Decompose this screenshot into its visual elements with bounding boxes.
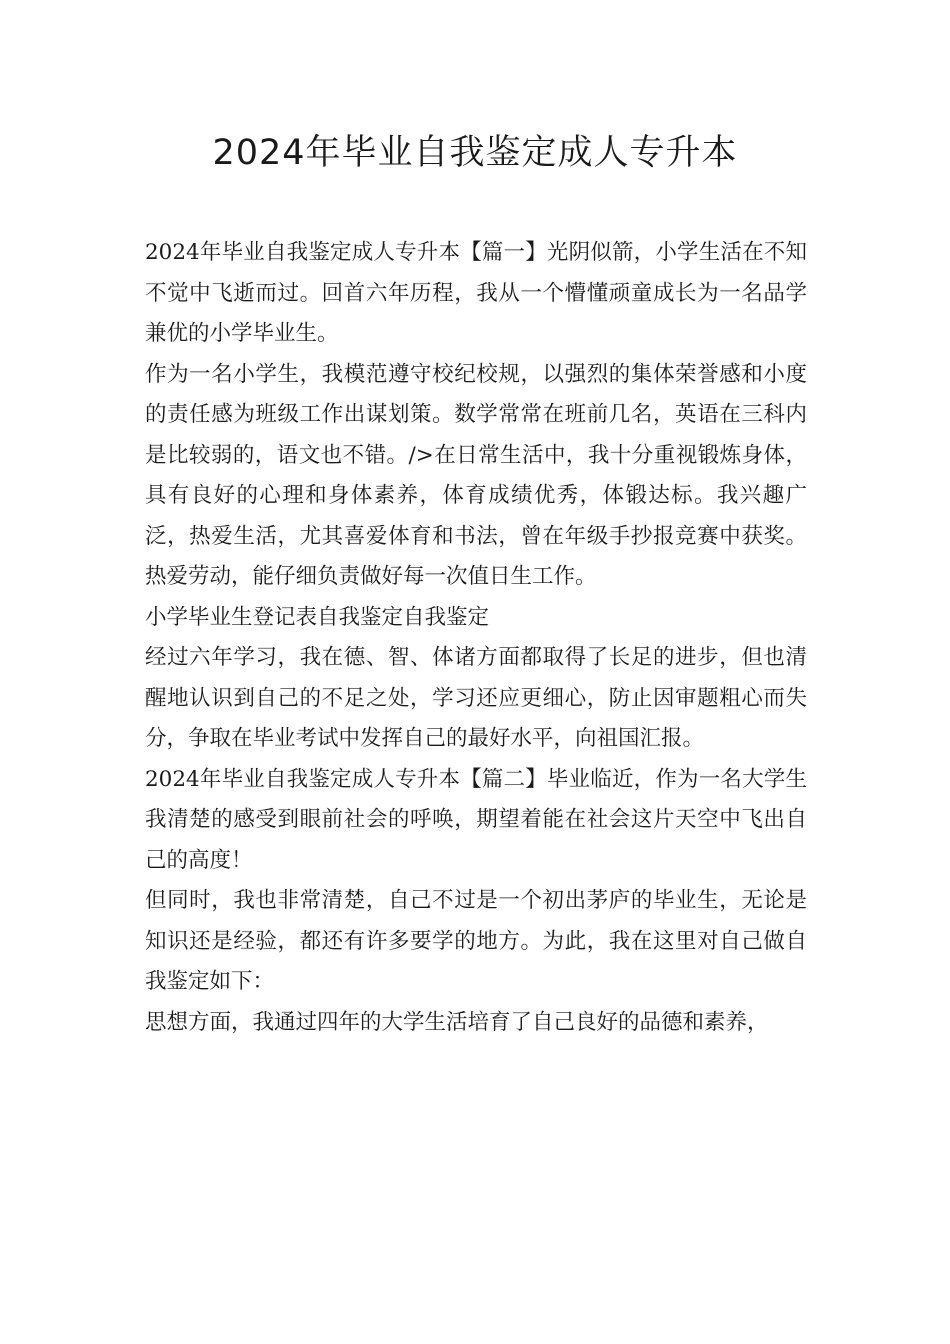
document-body <box>145 233 807 1043</box>
paragraph: 但同时，我也非常清楚，自己不过是一个初出茅庐的毕业生，无论是知识还是经验，都还有许多要学的地方。为此，我在这里对自己做自我鉴定如下： <box>145 888 807 994</box>
paragraph: 2024年毕业自我鉴定成人专升本【篇二】毕业临近，作为一名大学生我清楚的感受到眼前社会的呼唤，期望着能在社会这片天空中飞出自己的高度！ <box>145 766 807 873</box>
paragraph: 小学毕业生登记表自我鉴定自我鉴定 <box>145 604 490 630</box>
paragraph: 思想方面，我通过四年的大学生活培育了自己良好的品德和素养， <box>145 1009 769 1035</box>
paragraph: 2024年毕业自我鉴定成人专升本【篇一】光阴似箭，小学生活在不知不觉中飞逝而过。回首六年历程，我从一个懵懂顽童成长为一名品学兼优的小学毕业生。 <box>145 240 807 346</box>
paragraph: 作为一名小学生，我模范遵守校纪校规，以强烈的集体荣誉感和小度的责任感为班级工作出谋划策。数学常常在班前几名，英语在三科内是比较弱的，语文也不错。/>在日常生活中，我十分重视锻炼身体，具有良好的心理和身体素养，体育成绩优秀，体锻达标。我兴趣广泛，热爱生活，尤其喜爱体育和书法，曾在年级手抄报竞赛中获奖。热爱劳动，能仔细负责做好每一次值日生工作。 <box>145 361 807 589</box>
document-title: 2024年毕业自我鉴定成人专升本 <box>212 133 738 173</box>
paragraph: 经过六年学习，我在德、智、体诸方面都取得了长足的进步，但也清醒地认识到自己的不足之处，学习还应更细心，防止因审题粗心而失分，争取在毕业考试中发挥自己的最好水平，向祖国汇报。 <box>145 645 807 751</box>
